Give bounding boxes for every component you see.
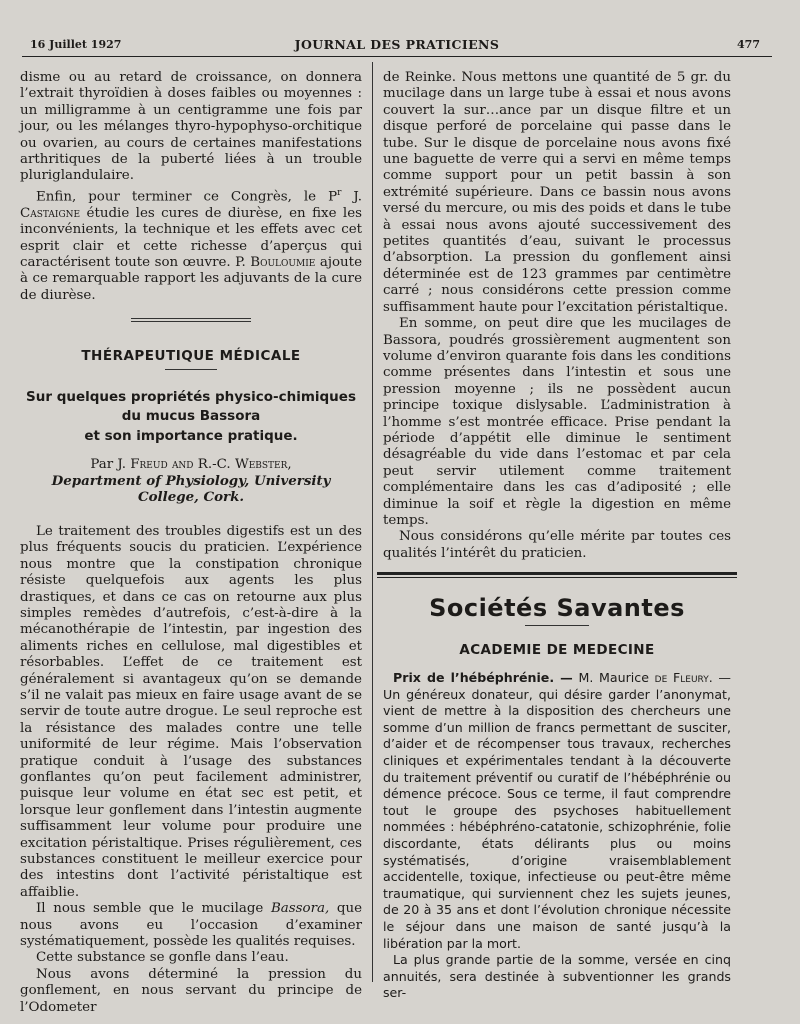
left-column: [20, 70, 362, 1016]
last-paragraph: La plus grande partie de la somme, versée en cinq annuités, sera destinée à subventionner les grands ser-: [383, 952, 731, 1001]
societes-underline: [525, 625, 589, 626]
intro-p2-text-b: étudie les cures de diurèse, en fixe les inconvénients, la technique et les effets avec cet esprit clair et cette richesse d’aperçus qui caractérisent toute son œuvre. P.: [20, 205, 362, 270]
authors-and: and: [171, 457, 194, 473]
section-underline: [165, 369, 217, 370]
journal-title: JOURNAL DES PRATICIENS: [294, 37, 500, 52]
intro-p2-text-a: Enfin, pour terminer ce Congrès, le P: [36, 189, 338, 205]
article-authors: [20, 456, 362, 473]
prix-author-de: de: [648, 670, 668, 685]
body-p2-bassora: Bassora,: [263, 901, 330, 917]
issue-date: 16 Juillet 1927: [30, 38, 122, 51]
right-paragraph-1: de Reinke. Nous mettons une quantité de 5 gr. du mucilage dans un large tube à essai et nous avons couvert la sur…ance par un disque filtre et un disque perforé de porcelaine qui passe dans le tube. Sur le disque de porcelaine nous avons fixé une baguette de verre qui a servi en même temps comme support pour un petit bassin à son extrémité supérieure. Dans ce bassin nous avons versé du mercure, ou mis des poids et dans le tube à essai nous avons ajouté successivement des petites quantités d’eau, suivant le processus d’absorption. La pression du gonflement ainsi déterminée est de 123 grammes par centimètre carré ; nous considérons cette pression comme suffisamment haute pour l’excitation péristaltique.: [383, 70, 731, 315]
societes-separator: [377, 572, 737, 578]
prix-paragraph: [383, 670, 731, 952]
body-p2-text-a: Il nous semble que le mucilage: [36, 901, 264, 917]
right-column: [383, 70, 731, 1002]
body-paragraph-1: Le traitement des troubles digestifs est un des plus fréquents soucis du praticien. L’expérience nous montre que la constipation chronique résiste quelquefois aux agents les plus drastiques, et dans ce cas on retourne aux plus simples remèdes d’autrefois, c’est-à-dire à la mécanothérapie de l’intestin, par ingestion des aliments riches en cellulose, mal digestibles et résorbables. L’effet de ce traitement est généralement si avantageux qu’on se demande s’il ne valait pas mieux en faire usage avant de se servir de toute autre drogue. Le seul reproche est la résistance des malades contre une telle uniformité de leur régime. Mais l’observation pratique conduit à l’usage des substances gonflantes qu’on peut facilement administrer, puisque leur volume en état sec est petit, et lorsque leur gonflement dans l’intestin augmente suffisamment leur volume pour produire une excitation péristaltique. Prises régulièrement, ces substances constituent le meilleur exercice pour des intestins dont l’activité péristaltique est affaiblie.: [20, 523, 362, 900]
body-paragraph-4: Nous avons déterminé la pression du gonflement, en nous servant du principe de l’Odometer: [20, 966, 362, 1015]
page-number: 477: [737, 38, 760, 51]
body-p2-text-b: que nous avons eu l’occasion d’examiner systématiquement, possède les qualités requises.: [20, 901, 362, 950]
authors-par: Par J.: [90, 457, 126, 473]
intro-p2-text-c: ajoute à ce remarquable rapport les adjuvants de la cure de diurèse.: [20, 254, 362, 303]
author-webster: R.-C. Webster,: [197, 457, 292, 473]
author-affiliation: Department of Physiology, University College, Cork.: [51, 473, 331, 506]
article-title: [20, 388, 362, 447]
article-title-line-2: du mucus Bassora: [121, 408, 261, 425]
author-castaigne: J. Castaigne: [20, 189, 362, 221]
societes-title: Sociétés Savantes: [429, 594, 685, 623]
column-divider: [372, 62, 373, 982]
article-body: [20, 524, 362, 1016]
intro-paragraph-1: disme ou au retard de croissance, on donnera l’extrait thyroïdien à doses faibles ou moyennes : un milligramme à un centigramme une fois par jour, ou les mélanges thyro-hypophyso-orchitique ou ovarien, au cours de certaines manifestations arthritiques de la puberté liées à un trouble pluriglandulaire.: [20, 70, 362, 184]
page-header: [22, 34, 772, 56]
author-bouloumie: Bouloumie: [245, 254, 316, 270]
section-separator: [131, 318, 251, 322]
prix-author-b: Fleury. —: [667, 670, 731, 685]
prix-text: Un généreux donateur, qui désire garder l’anonymat, vient de mettre à la disposition des chercheurs une somme d’un million de francs permettant de susciter, d’aider et de récompenser tous travaux, recherches cliniques et expérimentales tendant à la découverte du traitement préventif ou curatif de l’hébéphrénie ou démence précoce. Sous ce terme, il faut comprendre tout le groupe des psychoses habituellement nommées : hébéphréno-catatonie, schizophrénie, folie discordante, états délirants plus ou moins systématisés, d’origine vraisemblablement accidentelle, toxique, infectieuse ou peut-être même traumatique, qui surviennent chez les sujets jeunes, de 20 à 35 ans et dont l’évolution chronique nécessite le séjour dans une maison de santé jusqu’à la libération par la mort.: [383, 686, 731, 951]
section-title: THÉRAPEUTIQUE MÉDICALE: [81, 348, 301, 365]
prix-lead: Prix de l’hébéphrénie. —: [393, 670, 573, 685]
body-paragraph-3: Cette substance se gonfle dans l’eau.: [36, 950, 289, 966]
intro-p2-sup: r: [337, 187, 342, 198]
intro-paragraph-2: [20, 185, 362, 304]
prix-author-a: M. Maurice: [572, 670, 649, 685]
academie-body: [383, 670, 731, 1002]
right-paragraph-3: Nous considérons qu’elle mérite par toutes ces qualités l’intérêt du praticien.: [383, 529, 731, 561]
body-paragraph-2: [20, 901, 362, 950]
academie-title: ACADEMIE DE MEDECINE: [459, 641, 655, 658]
article-title-line-3: et son importance pratique.: [84, 427, 298, 444]
article-title-line-1: Sur quelques propriétés physico-chimiques: [26, 388, 356, 405]
right-paragraph-2: En somme, on peut dire que les mucilages de Bassora, poudrés grossièrement augmentent son volume d’environ quarante fois dans les conditions comme présentes dans l’intestin et sous une pression moyenne ; ils ne possèdent aucun principe toxique dislysable. L’administration à l’homme s’est montrée efficace. Prise pendant la période d’appétit elle diminue le sentiment désagréable du vide dans l’estomac et par cela peut servir utilement comme traitement complémentaire dans les cas d’adiposité ; elle diminue la soif et règle la digestion en même temps.: [383, 316, 731, 528]
header-rule: [22, 56, 772, 57]
author-freud: Freud: [130, 457, 168, 473]
